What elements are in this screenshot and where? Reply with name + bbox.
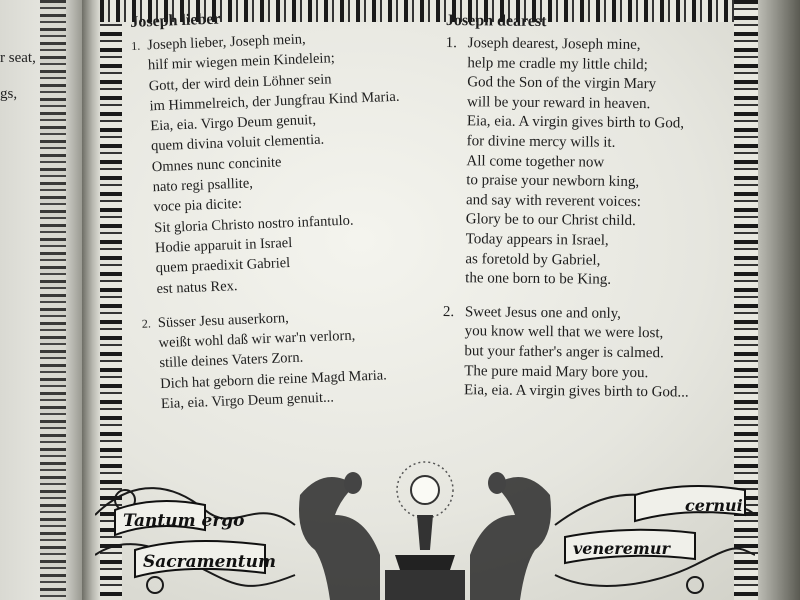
lyric-line: stille deines Vaters Zorn. [159,350,304,372]
banner-left-top-text: Tantum ergo [123,511,245,531]
verse-number: 1. [130,38,141,53]
lyric-line: to praise your newborn king, [466,172,640,191]
english-lyrics-column [442,12,736,404]
lyric-line: you know well that we were lost, [464,323,664,342]
english-verse-1 [443,34,736,292]
lyric-line: voce pia dicite: [153,196,243,216]
lyric-line: Today appears in Israel, [465,231,609,249]
lyric-line: God the Son of the virgin Mary [467,74,657,93]
english-title: Joseph dearest [445,12,547,31]
lyric-line: Süsser Jesu auserkorn, [157,309,289,332]
lyric-line: Joseph lieber, Joseph mein, [146,31,306,54]
lyric-line: Hodie apparuit in Israel [154,234,293,257]
verse-number: 1. [445,34,458,52]
german-verse-1 [131,24,441,299]
lyric-line: est natus Rex. [156,277,238,297]
right-page-edge [758,0,800,600]
verse-number: 2. [442,303,455,320]
lyric-line: Eia, eia. A virgin gives birth to God, [466,113,685,132]
lyric-line: quem praedixit Gabriel [155,255,291,277]
lyric-line: hilf mir wiegen mein Kindelein; [147,50,336,74]
lyric-line: the one born to be King. [465,270,612,288]
lyric-line: quem divina voluit clementia. [150,132,325,155]
left-page-ornamental-border [40,0,66,600]
lyric-line: Eia, eia. Virgo Deum genuit, [150,112,317,135]
lyric-line: nato regi psallite, [152,175,254,196]
german-verse-2 [142,302,446,415]
lyric-line: Eia, eia. Virgo Deum genuit... [160,389,335,413]
lyric-line: for divine mercy wills it. [466,133,616,151]
lyric-line: All come together now [466,152,605,171]
lyric-line: The pure maid Mary bore you. [464,362,649,381]
left-page-fragment: gs, [0,86,18,102]
lyric-line: weißt wohl daß wir war'n verlorn, [158,327,356,352]
lyric-line: but your father's anger is calmed. [464,343,664,362]
lyric-line: Gott, der wird dein Löhner sein [148,70,332,94]
lyric-line: Sweet Jesus one and only, [464,303,622,322]
lyric-line: Glory be to our Christ child. [465,211,636,230]
lyric-line: Omnes nunc concinite [151,154,282,176]
eucharist-engraving [95,455,755,600]
banner-right-bottom-text: veneremur [573,539,670,558]
banner-left-bottom-text: Sacramentum [143,552,276,572]
verse-number: 2. [141,316,152,331]
lyric-line: help me cradle my little child; [467,54,648,73]
angel-left-figure [299,472,380,600]
banner-right-top-text: cernui [685,496,743,515]
german-title: Joseph lieber [130,10,221,31]
lyric-line: Sit gloria Christo nostro infantulo. [153,212,354,236]
lyric-line: as foretold by Gabriel, [465,250,601,269]
angel-right-figure [470,472,551,600]
english-verse-2 [442,303,733,404]
lyric-line: and say with reverent voices: [465,191,642,210]
lyric-line: Dich hat geborn die reine Magd Maria. [159,367,388,392]
monstrance-icon [385,462,465,600]
lyric-line: im Himmelreich, der Jungfrau Kind Maria. [149,88,400,115]
lyric-line: Eia, eia. A virgin gives birth to God... [463,382,689,401]
left-page-fragment: r seat, [0,50,36,66]
german-lyrics-column [130,2,445,415]
lyric-line: will be your reward in heaven. [466,94,651,112]
lyric-line: Joseph dearest, Joseph mine, [467,35,641,54]
